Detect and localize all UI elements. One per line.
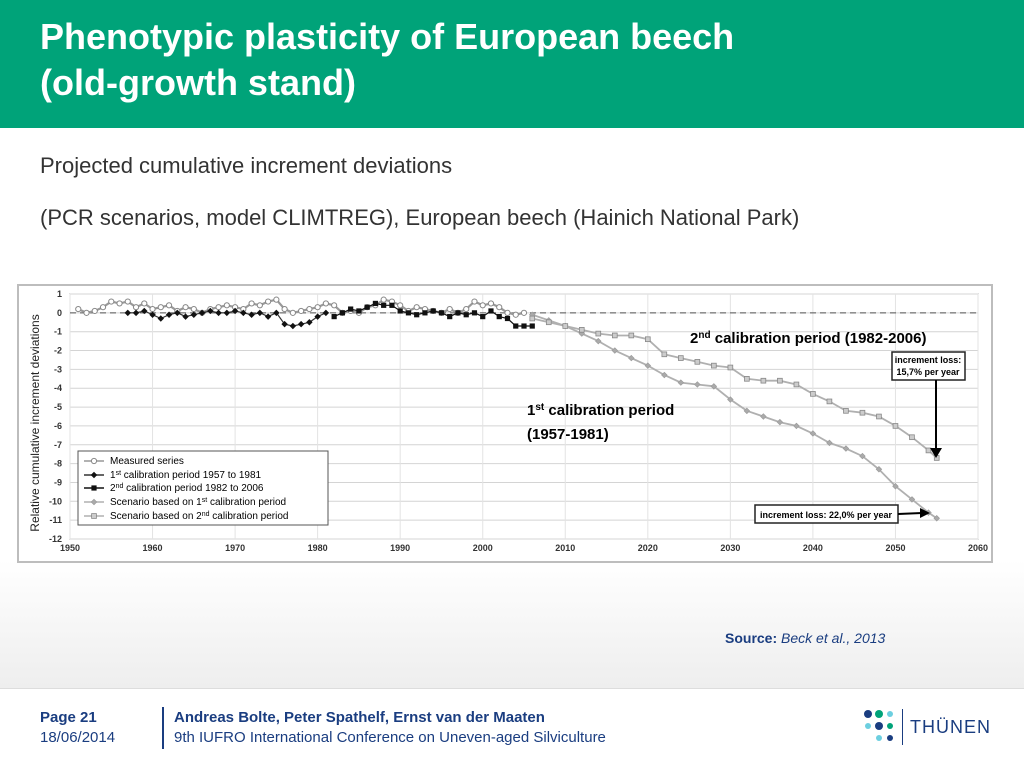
legend-entry-3: Scenario based on 1st calibration period	[110, 496, 287, 508]
loss-box-2nd-line1: increment loss:	[894, 355, 962, 365]
series-0-point-48	[472, 299, 477, 304]
series-2-point-14	[448, 314, 452, 318]
series-0-point-14	[191, 306, 196, 311]
legend-entry-4: Scenario based on 2nd calibration period	[110, 510, 289, 522]
series-4-point-2	[563, 324, 568, 329]
loss-box-1st	[755, 505, 898, 523]
footer	[0, 688, 1024, 769]
y-tick-label-3: -2	[53, 345, 62, 356]
series-0-point-50	[488, 301, 493, 306]
series-0-point-31	[332, 303, 337, 308]
series-4-point-23	[910, 435, 915, 440]
series-0-point-0	[76, 306, 81, 311]
legend	[78, 451, 328, 525]
x-tick-label-7: 2020	[637, 543, 658, 553]
slide-title-line1: Phenotypic plasticity of European beech	[40, 16, 735, 57]
series-2-point-9	[406, 311, 410, 315]
y-tick-label-10: -9	[53, 477, 62, 488]
series-2-point-22	[514, 324, 518, 328]
series-0-point-11	[166, 303, 171, 308]
subtitle-projection: Projected cumulative increment deviations	[40, 153, 453, 178]
series-4-point-7	[645, 337, 650, 342]
series-0-point-7	[133, 305, 138, 310]
series-2-point-17	[472, 311, 476, 315]
series-4-point-12	[728, 365, 733, 370]
x-tick-label-3: 1980	[307, 543, 328, 553]
y-tick-label-1: 0	[56, 307, 62, 318]
series-0-point-52	[505, 310, 510, 315]
series-2-point-1	[340, 311, 344, 315]
y-tick-label-13: -12	[48, 534, 62, 544]
x-tick-label-11: 2060	[967, 543, 989, 553]
series-4-point-8	[662, 352, 667, 357]
series-2-point-3	[357, 309, 361, 313]
series-4-point-14	[761, 378, 766, 383]
series-0-point-24	[274, 297, 279, 302]
footer-divider	[162, 707, 164, 749]
y-axis-label: Relative cumulative increment deviations	[28, 314, 42, 532]
series-2-point-18	[481, 314, 485, 318]
y-tick-label-5: -4	[53, 383, 62, 394]
series-2-point-0	[332, 314, 336, 318]
x-tick-label-10: 2050	[885, 543, 906, 553]
series-4-point-24	[926, 448, 931, 453]
thuenen-logo	[862, 709, 992, 749]
footer-conference: 9th IUFRO International Conference on Uneven-aged Silviculture	[174, 729, 606, 746]
source-reference: Beck et al., 2013	[781, 630, 886, 646]
series-2-point-6	[381, 303, 385, 307]
series-0-point-26	[290, 310, 295, 315]
logo-text: THÜNEN	[910, 717, 991, 737]
series-4-point-13	[744, 376, 749, 381]
series-4-point-4	[596, 331, 601, 336]
series-4-point-16	[794, 382, 799, 387]
source-label: Source:	[725, 630, 778, 646]
logo-divider	[902, 709, 903, 745]
logo-dots-icon	[862, 709, 902, 749]
page-number: Page 21	[40, 709, 97, 726]
series-2-point-10	[414, 313, 418, 317]
y-tick-label-4: -3	[53, 364, 62, 375]
series-0-point-45	[447, 306, 452, 311]
series-4-point-1	[546, 320, 551, 325]
series-0-point-53	[513, 312, 518, 317]
series-4-point-21	[877, 414, 882, 419]
legend-entry-1: 1st calibration period 1957 to 1981	[110, 469, 262, 481]
legend-marker-4	[92, 514, 97, 519]
series-0-point-2	[92, 308, 97, 313]
x-tick-label-8: 2030	[720, 543, 741, 553]
footer-authors: Andreas Bolte, Peter Spathelf, Ernst van der Maaten	[174, 709, 545, 726]
annotation-cal2: 2nd calibration period (1982-2006)	[690, 329, 927, 347]
x-tick-label-5: 2000	[472, 543, 493, 553]
x-tick-label-2: 1970	[225, 543, 246, 553]
series-4-point-22	[893, 424, 898, 429]
y-tick-label-0: 1	[56, 289, 62, 299]
series-4-point-0	[530, 316, 535, 321]
annotation-cal1-years: (1957-1981)	[527, 426, 609, 443]
series-4-point-3	[579, 327, 584, 332]
series-2-point-8	[398, 309, 402, 313]
x-tick-label-0: 1950	[59, 543, 81, 553]
series-4-point-5	[612, 333, 617, 338]
series-0-point-27	[299, 308, 304, 313]
x-tick-label-1: 1960	[142, 543, 163, 553]
series-0-point-8	[142, 301, 147, 306]
series-4-point-19	[844, 408, 849, 413]
y-tick-label-8: -7	[53, 439, 62, 450]
series-2-point-13	[439, 311, 443, 315]
series-2-point-24	[530, 324, 534, 328]
loss-arrow-1st	[898, 513, 922, 514]
series-4-point-9	[678, 356, 683, 361]
series-4-point-20	[860, 410, 865, 415]
y-tick-label-7: -6	[53, 420, 62, 431]
y-tick-label-11: -10	[48, 496, 62, 507]
series-0-point-6	[125, 299, 130, 304]
x-tick-label-6: 2010	[555, 543, 576, 553]
series-4-point-6	[629, 333, 634, 338]
legend-entry-2: 2nd calibration period 1982 to 2006	[110, 482, 264, 494]
source-citation	[725, 630, 885, 646]
series-0-point-41	[414, 305, 419, 310]
y-tick-label-9: -8	[53, 458, 62, 469]
loss-box-2nd-line2: 15,7% per year	[896, 367, 960, 377]
legend-marker-2	[92, 486, 96, 490]
series-0-point-3	[100, 305, 105, 310]
series-0-point-10	[158, 305, 163, 310]
series-2-point-19	[489, 309, 493, 313]
footer-date: 18/06/2014	[40, 729, 116, 746]
series-4-point-18	[827, 399, 832, 404]
series-2-point-21	[505, 316, 509, 320]
series-2-point-5	[373, 301, 377, 305]
series-2-point-16	[464, 313, 468, 317]
loss-box-1st-text: increment loss: 22,0% per year	[759, 510, 893, 520]
slide-title-line2: (old-growth stand)	[40, 62, 356, 103]
x-tick-label-9: 2040	[802, 543, 823, 553]
series-2-point-7	[390, 303, 394, 307]
series-0-point-54	[521, 310, 526, 315]
series-2-point-12	[431, 309, 435, 313]
series-0-point-39	[398, 303, 403, 308]
series-4-point-11	[711, 363, 716, 368]
series-2-point-2	[348, 307, 352, 311]
series-0-point-13	[183, 305, 188, 310]
series-4-point-15	[777, 378, 782, 383]
series-2-point-23	[522, 324, 526, 328]
series-0-point-23	[266, 299, 271, 304]
loss-box-2nd	[892, 352, 965, 380]
series-0-point-28	[307, 306, 312, 311]
series-4-point-10	[695, 359, 700, 364]
x-tick-label-4: 1990	[390, 543, 411, 553]
subtitle-scenarios: (PCR scenarios, model CLIMTREG), European beech (Hainich National Park)	[40, 205, 800, 230]
series-0-point-49	[480, 303, 485, 308]
series-0-point-29	[315, 305, 320, 310]
y-tick-label-2: -1	[53, 326, 62, 337]
series-0-point-25	[282, 306, 287, 311]
series-0-point-47	[464, 306, 469, 311]
series-2-point-15	[456, 311, 460, 315]
series-0-point-1	[84, 310, 89, 315]
series-2-point-11	[423, 311, 427, 315]
series-0-point-17	[216, 305, 221, 310]
legend-marker-0	[91, 458, 96, 463]
series-2-point-4	[365, 305, 369, 309]
series-0-point-37	[381, 297, 386, 302]
series-0-point-5	[117, 301, 122, 306]
annotation-cal1: 1st calibration period	[527, 401, 675, 419]
series-4-point-17	[811, 391, 816, 396]
series-0-point-9	[150, 306, 155, 311]
series-0-point-4	[109, 299, 114, 304]
series-2-point-20	[497, 314, 501, 318]
y-tick-label-12: -11	[49, 515, 62, 526]
series-0-point-22	[257, 303, 262, 308]
series-0-point-21	[249, 301, 254, 306]
series-0-point-18	[224, 303, 229, 308]
series-0-point-51	[497, 305, 502, 310]
y-tick-label-6: -5	[53, 402, 62, 413]
series-0-point-30	[323, 301, 328, 306]
legend-entry-0: Measured series	[110, 456, 184, 467]
